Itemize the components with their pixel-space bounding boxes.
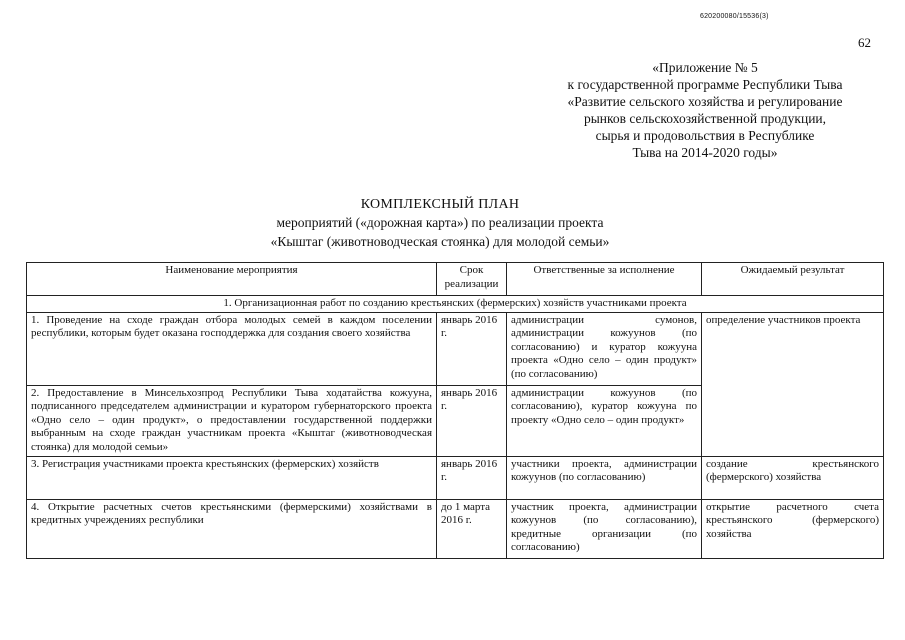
plan-title: КОМПЛЕКСНЫЙ ПЛАН: [360, 197, 520, 212]
plan-table: [26, 262, 884, 559]
appendix-line: рынков сельскохозяйственной продукции,: [583, 111, 827, 126]
table-row: [27, 499, 884, 558]
cell-name: 2. Предоставление в Минсельхозпрод Республики Тыва ходатайства кожууна, подписанного председателем администрации и куратором губернаторского проекта «Одно село – один продукт», о предоставлении государственной поддержки выбранным на сходе граждан участникам проекта «Кыштаг (животноводческая стоянка) для молодой семьи»: [27, 385, 437, 456]
cell-term: январь 2016 г.: [437, 456, 507, 499]
cell-term: январь 2016 г.: [437, 312, 507, 385]
section-row: [27, 296, 884, 313]
cell-term: январь 2016 г.: [437, 385, 507, 456]
table-row: [27, 312, 884, 385]
appendix-line: «Приложение № 5: [652, 60, 758, 75]
cell-responsible: администрации сумонов, администрации кожуунов (по согласованию) и куратор кожууна проекта «Одно село – один продукт» (по согласованию): [507, 312, 702, 385]
page-number: 62: [858, 35, 871, 50]
appendix-heading: [520, 59, 890, 161]
appendix-line: к государственной программе Республики Тыва: [567, 77, 843, 92]
header-term: Срок реализации: [437, 263, 507, 296]
section-title: 1. Организационная работ по созданию крестьянских (фермерских) хозяйств участниками проекта: [27, 296, 884, 313]
appendix-line: сырья и продовольствия в Республике: [595, 128, 815, 143]
cell-result: создание крестьянского (фермерского) хозяйства: [702, 456, 884, 499]
cell-result: открытие расчетного счета крестьянского (фермерского) хозяйства: [702, 499, 884, 558]
header-name: Наименование мероприятия: [27, 263, 437, 296]
cell-name: 3. Регистрация участниками проекта крестьянских (фермерских) хозяйств: [27, 456, 437, 499]
cell-responsible: администрации кожуунов (по согласованию), куратор кожууна по проекту «Одно село – один продукт»: [507, 385, 702, 456]
appendix-line: «Развитие сельского хозяйства и регулирование: [567, 94, 843, 109]
plan-subtitle: мероприятий («дорожная карта») по реализации проекта: [276, 215, 604, 230]
cell-responsible: участники проекта, администрации кожуунов (по согласованию): [507, 456, 702, 499]
project-name: «Кыштаг (животноводческая стоянка) для молодой семьи»: [270, 234, 610, 249]
cell-name: 4. Открытие расчетных счетов крестьянскими (фермерскими) хозяйствами в кредитных учреждениях республики: [27, 499, 437, 558]
table-row: [27, 456, 884, 499]
document-code: 620200080/15536(3): [700, 13, 769, 20]
header-responsible: Ответственные за исполнение: [507, 263, 702, 296]
header-result: Ожидаемый результат: [702, 263, 884, 296]
cell-responsible: участник проекта, администрации кожуунов (по согласованию), кредитные организации (по согласованию): [507, 499, 702, 558]
appendix-line: Тыва на 2014-2020 годы»: [632, 145, 778, 160]
cell-name: 1. Проведение на сходе граждан отбора молодых семей в каждом поселении республики, которым будет оказана господдержка для создания своего хозяйства: [27, 312, 437, 385]
cell-result: определение участников проекта: [702, 312, 884, 456]
cell-term: до 1 марта 2016 г.: [437, 499, 507, 558]
table-header-row: [27, 263, 884, 296]
